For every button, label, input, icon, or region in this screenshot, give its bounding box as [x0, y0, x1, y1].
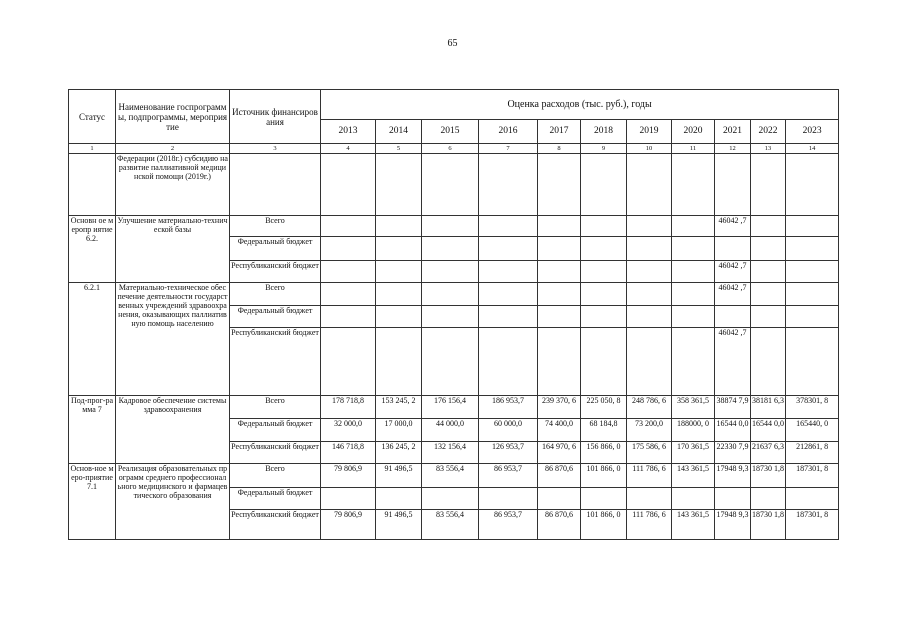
column-number: 2	[116, 144, 230, 154]
value-cell-2015: 176 156,4	[422, 396, 479, 419]
value-cell-2019	[627, 216, 672, 237]
table-row	[69, 464, 839, 488]
year-header-2021: 2021	[715, 120, 751, 144]
value-cell-2016	[479, 154, 538, 216]
value-cell-2017	[538, 154, 581, 216]
value-cell-2013	[321, 306, 376, 328]
value-cell-2019: 111 786, 6	[627, 510, 672, 540]
value-cell-2021: 38874 7,9	[715, 396, 751, 419]
funding-source-cell: Федеральный бюджет	[230, 488, 321, 510]
item-name-cell: Федерации (2018г.) субсидию на развитие паллиативной медицинской помощи (2019г.)	[116, 154, 230, 216]
value-cell-2014	[376, 216, 422, 237]
column-number: 4	[321, 144, 376, 154]
value-cell-2023: 165440, 0	[786, 419, 839, 442]
value-cell-2018	[581, 283, 627, 306]
value-cell-2014	[376, 237, 422, 261]
column-number: 13	[751, 144, 786, 154]
value-cell-2014: 91 496,5	[376, 464, 422, 488]
value-cell-2016: 86 953,7	[479, 510, 538, 540]
value-cell-2016: 126 953,7	[479, 442, 538, 464]
status-cell: Основн ое меропр иятие 6.2.	[69, 216, 116, 283]
year-header-2014: 2014	[376, 120, 422, 144]
header-status: Статус	[69, 90, 116, 144]
item-name-cell: Материально-техническое обеспечение деятельности государственных учреждений здравоохранения, оказывающих паллиативную помощь населению	[116, 283, 230, 396]
value-cell-2022	[751, 306, 786, 328]
year-header-2023: 2023	[786, 120, 839, 144]
value-cell-2022	[751, 488, 786, 510]
value-cell-2022: 21637 6,3	[751, 442, 786, 464]
year-header-2016: 2016	[479, 120, 538, 144]
value-cell-2023	[786, 283, 839, 306]
value-cell-2018: 225 050, 8	[581, 396, 627, 419]
value-cell-2016	[479, 216, 538, 237]
value-cell-2015	[422, 306, 479, 328]
value-cell-2022: 18730 1,8	[751, 510, 786, 540]
value-cell-2015	[422, 237, 479, 261]
value-cell-2020: 143 361,5	[672, 464, 715, 488]
value-cell-2017: 86 870,6	[538, 464, 581, 488]
year-header-2022: 2022	[751, 120, 786, 144]
column-number: 11	[672, 144, 715, 154]
value-cell-2018	[581, 154, 627, 216]
value-cell-2015	[422, 488, 479, 510]
value-cell-2021: 17948 9,3	[715, 464, 751, 488]
value-cell-2017	[538, 216, 581, 237]
value-cell-2013	[321, 261, 376, 283]
table-row	[69, 283, 839, 306]
value-cell-2017	[538, 306, 581, 328]
column-number: 7	[479, 144, 538, 154]
value-cell-2017: 164 970, 6	[538, 442, 581, 464]
value-cell-2019	[627, 154, 672, 216]
value-cell-2020: 358 361,5	[672, 396, 715, 419]
item-name-cell: Кадровое обеспечение системы здравоохранения	[116, 396, 230, 464]
value-cell-2019	[627, 328, 672, 396]
value-cell-2015: 44 000,0	[422, 419, 479, 442]
value-cell-2021: 17948 9,3	[715, 510, 751, 540]
value-cell-2015	[422, 328, 479, 396]
value-cell-2016	[479, 306, 538, 328]
value-cell-2015	[422, 154, 479, 216]
funding-source-cell: Республиканский бюджет	[230, 442, 321, 464]
value-cell-2014: 136 245, 2	[376, 442, 422, 464]
value-cell-2016: 186 953,7	[479, 396, 538, 419]
value-cell-2015	[422, 283, 479, 306]
value-cell-2013	[321, 237, 376, 261]
value-cell-2019: 175 586, 6	[627, 442, 672, 464]
value-cell-2023	[786, 488, 839, 510]
value-cell-2018	[581, 237, 627, 261]
value-cell-2017	[538, 488, 581, 510]
funding-source-cell: Всего	[230, 464, 321, 488]
funding-source-cell: Всего	[230, 283, 321, 306]
page-number: 65	[447, 38, 458, 49]
value-cell-2023	[786, 154, 839, 216]
value-cell-2023	[786, 328, 839, 396]
column-number: 12	[715, 144, 751, 154]
value-cell-2021	[715, 306, 751, 328]
value-cell-2022	[751, 237, 786, 261]
value-cell-2013: 32 000,0	[321, 419, 376, 442]
value-cell-2018	[581, 488, 627, 510]
value-cell-2013	[321, 216, 376, 237]
value-cell-2020	[672, 216, 715, 237]
funding-source-cell: Федеральный бюджет	[230, 237, 321, 261]
value-cell-2019	[627, 261, 672, 283]
value-cell-2017	[538, 283, 581, 306]
status-cell: Основ-ное меро-приятие 7.1	[69, 464, 116, 540]
value-cell-2020	[672, 488, 715, 510]
value-cell-2013	[321, 154, 376, 216]
value-cell-2018	[581, 216, 627, 237]
value-cell-2023: 378301, 8	[786, 396, 839, 419]
column-number: 6	[422, 144, 479, 154]
value-cell-2020	[672, 237, 715, 261]
value-cell-2019: 111 786, 6	[627, 464, 672, 488]
value-cell-2021	[715, 237, 751, 261]
budget-table	[68, 89, 839, 540]
funding-source-cell: Республиканский бюджет	[230, 261, 321, 283]
value-cell-2022: 38181 6,3	[751, 396, 786, 419]
status-cell: Под-прог-рамма 7	[69, 396, 116, 464]
year-header-2020: 2020	[672, 120, 715, 144]
value-cell-2022: 18730 1,8	[751, 464, 786, 488]
value-cell-2015: 83 556,4	[422, 510, 479, 540]
value-cell-2014	[376, 488, 422, 510]
value-cell-2015: 83 556,4	[422, 464, 479, 488]
value-cell-2019: 248 786, 6	[627, 396, 672, 419]
column-number: 1	[69, 144, 116, 154]
value-cell-2021: 16544 0,0	[715, 419, 751, 442]
value-cell-2020	[672, 306, 715, 328]
value-cell-2020	[672, 283, 715, 306]
value-cell-2023: 187301, 8	[786, 510, 839, 540]
value-cell-2014	[376, 328, 422, 396]
status-cell: 6.2.1	[69, 283, 116, 396]
value-cell-2020: 188000, 0	[672, 419, 715, 442]
column-number: 3	[230, 144, 321, 154]
value-cell-2022	[751, 328, 786, 396]
value-cell-2014: 17 000,0	[376, 419, 422, 442]
funding-source-cell: Федеральный бюджет	[230, 419, 321, 442]
column-number: 9	[581, 144, 627, 154]
value-cell-2023	[786, 216, 839, 237]
value-cell-2013: 79 806,9	[321, 510, 376, 540]
item-name-cell: Улучшение материально-технической базы	[116, 216, 230, 283]
value-cell-2014: 153 245, 2	[376, 396, 422, 419]
table-row	[69, 396, 839, 419]
value-cell-2023: 187301, 8	[786, 464, 839, 488]
funding-source-cell: Республиканский бюджет	[230, 328, 321, 396]
value-cell-2023	[786, 237, 839, 261]
value-cell-2015	[422, 216, 479, 237]
value-cell-2013	[321, 488, 376, 510]
value-cell-2022: 16544 0,0	[751, 419, 786, 442]
value-cell-2013: 178 718,8	[321, 396, 376, 419]
value-cell-2020	[672, 154, 715, 216]
value-cell-2019	[627, 488, 672, 510]
year-header-2013: 2013	[321, 120, 376, 144]
value-cell-2017	[538, 237, 581, 261]
value-cell-2014	[376, 283, 422, 306]
value-cell-2022	[751, 154, 786, 216]
value-cell-2021: 22330 7,9	[715, 442, 751, 464]
table-row	[69, 154, 839, 216]
value-cell-2021: 46042 ,7	[715, 261, 751, 283]
value-cell-2016	[479, 261, 538, 283]
column-number: 14	[786, 144, 839, 154]
value-cell-2017	[538, 328, 581, 396]
value-cell-2018	[581, 328, 627, 396]
value-cell-2019	[627, 283, 672, 306]
value-cell-2019: 73 200,0	[627, 419, 672, 442]
funding-source-cell: Республиканский бюджет	[230, 510, 321, 540]
value-cell-2016	[479, 237, 538, 261]
value-cell-2018	[581, 261, 627, 283]
value-cell-2020	[672, 261, 715, 283]
value-cell-2022	[751, 216, 786, 237]
value-cell-2018: 101 866, 0	[581, 510, 627, 540]
funding-source-cell: Федеральный бюджет	[230, 306, 321, 328]
year-header-2019: 2019	[627, 120, 672, 144]
value-cell-2015: 132 156,4	[422, 442, 479, 464]
header-source: Источник финансирования	[230, 90, 321, 144]
value-cell-2017: 74 400,0	[538, 419, 581, 442]
value-cell-2017	[538, 261, 581, 283]
value-cell-2020: 143 361,5	[672, 510, 715, 540]
table-row	[69, 216, 839, 237]
value-cell-2018: 101 866, 0	[581, 464, 627, 488]
column-number: 8	[538, 144, 581, 154]
value-cell-2020: 170 361,5	[672, 442, 715, 464]
status-cell	[69, 154, 116, 216]
value-cell-2018: 68 184,8	[581, 419, 627, 442]
header-name: Наименование госпрограммы, подпрограммы, мероприятие	[116, 90, 230, 144]
column-number: 10	[627, 144, 672, 154]
value-cell-2021: 46042 ,7	[715, 216, 751, 237]
value-cell-2023: 212861, 8	[786, 442, 839, 464]
value-cell-2021	[715, 154, 751, 216]
value-cell-2021: 46042 ,7	[715, 283, 751, 306]
value-cell-2013	[321, 283, 376, 306]
value-cell-2016	[479, 283, 538, 306]
value-cell-2018	[581, 306, 627, 328]
year-header-2018: 2018	[581, 120, 627, 144]
value-cell-2014: 91 496,5	[376, 510, 422, 540]
value-cell-2014	[376, 154, 422, 216]
value-cell-2016	[479, 488, 538, 510]
value-cell-2023	[786, 306, 839, 328]
year-header-2017: 2017	[538, 120, 581, 144]
value-cell-2016: 60 000,0	[479, 419, 538, 442]
year-header-2015: 2015	[422, 120, 479, 144]
value-cell-2023	[786, 261, 839, 283]
funding-source-cell: Всего	[230, 396, 321, 419]
value-cell-2019	[627, 306, 672, 328]
value-cell-2013	[321, 328, 376, 396]
value-cell-2015	[422, 261, 479, 283]
value-cell-2019	[627, 237, 672, 261]
column-number: 5	[376, 144, 422, 154]
value-cell-2022	[751, 283, 786, 306]
header-estimate: Оценка расходов (тыс. руб.), годы	[321, 90, 839, 120]
item-name-cell: Реализация образовательных программ среднего профессионального медицинского и фармацевтического образования	[116, 464, 230, 540]
value-cell-2014	[376, 261, 422, 283]
funding-source-cell: Всего	[230, 216, 321, 237]
value-cell-2017: 86 870,6	[538, 510, 581, 540]
funding-source-cell	[230, 154, 321, 216]
value-cell-2018: 156 866, 0	[581, 442, 627, 464]
value-cell-2016: 86 953,7	[479, 464, 538, 488]
value-cell-2016	[479, 328, 538, 396]
value-cell-2013: 146 718,8	[321, 442, 376, 464]
value-cell-2020	[672, 328, 715, 396]
value-cell-2021	[715, 488, 751, 510]
value-cell-2022	[751, 261, 786, 283]
value-cell-2021: 46042 ,7	[715, 328, 751, 396]
value-cell-2013: 79 806,9	[321, 464, 376, 488]
value-cell-2017: 239 370, 6	[538, 396, 581, 419]
value-cell-2014	[376, 306, 422, 328]
